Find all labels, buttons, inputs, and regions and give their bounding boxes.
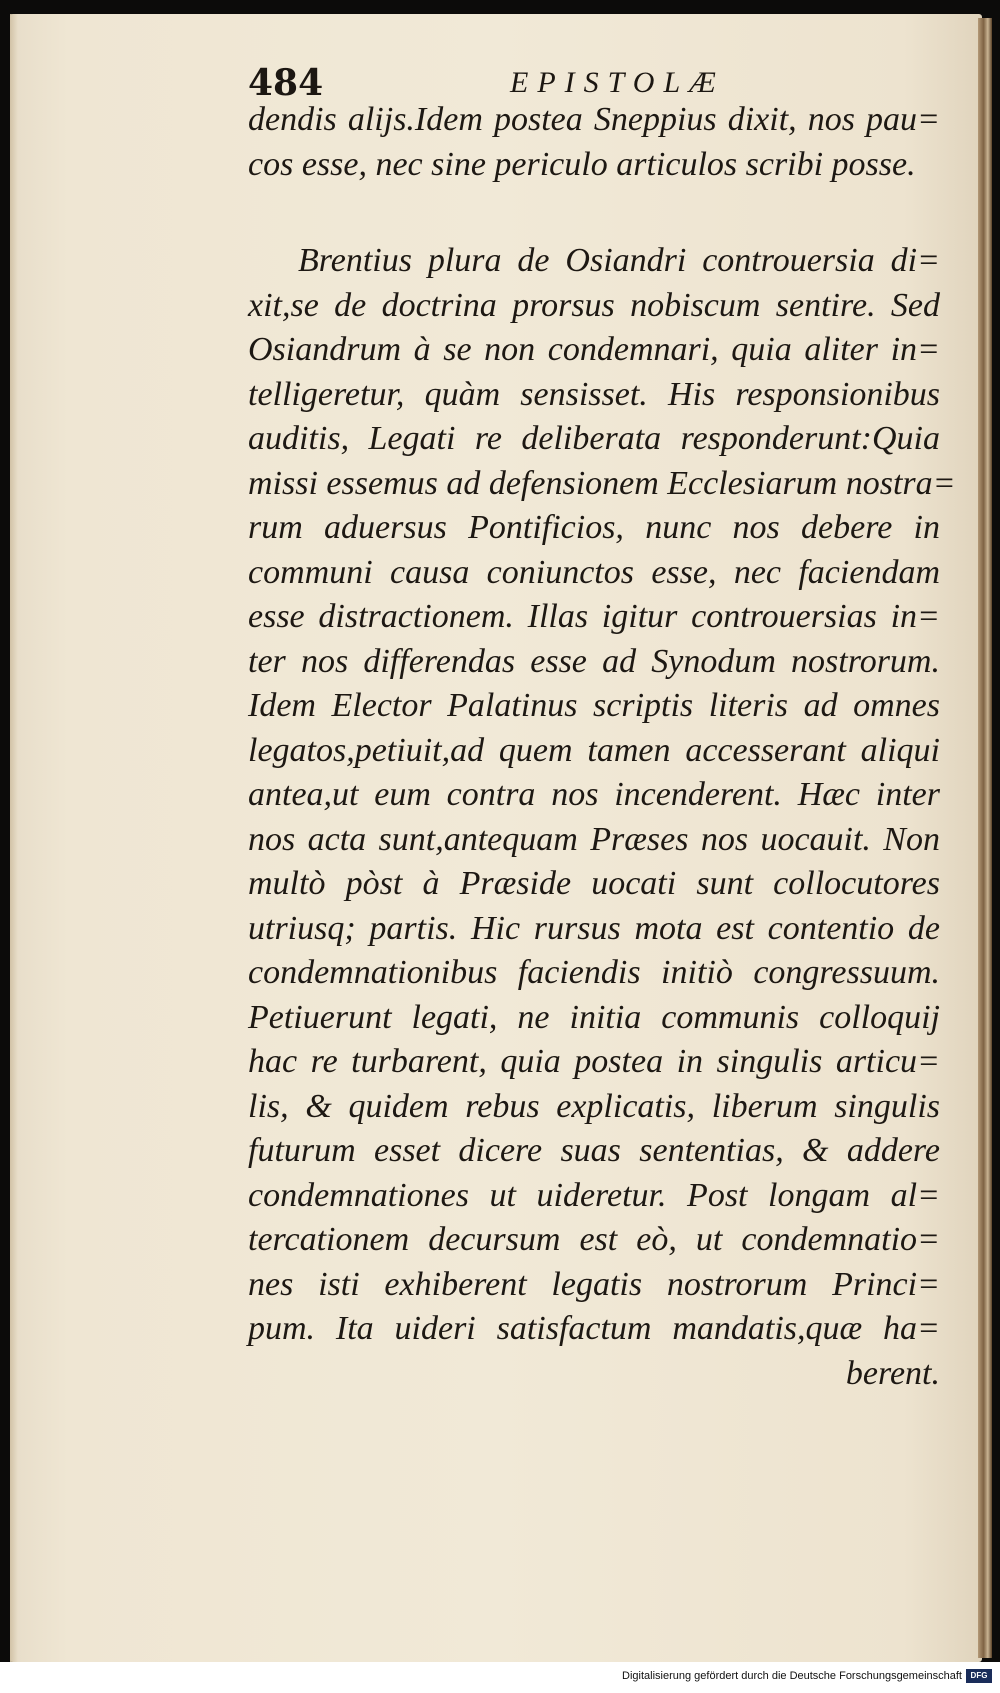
body-text (248, 98, 956, 1396)
text-line: ter nos differendas esse ad Synodum nostrorum. (248, 642, 940, 680)
text-line: condemnationes ut uideretur. Post longam al= (248, 1176, 940, 1214)
text-line: nes isti exhiberent legatis nostrorum Princi= (248, 1265, 940, 1303)
page-fore-edge (978, 18, 992, 1658)
text-line: utriusq; partis. Hic rursus mota est contentio de (248, 909, 940, 947)
text-line: Brentius plura de Osiandri controuersia di= (298, 242, 940, 279)
text-line: esse distractionem. Illas igitur controuersias in= (248, 598, 940, 635)
text-line: hac re turbarent, quia postea in singulis articu= (248, 1043, 940, 1080)
text-line: nos acta sunt,antequam Præses nos uocauit. Non (248, 820, 940, 858)
catchword: berent. (845, 1354, 940, 1392)
text-line: legatos,petiuit,ad quem tamen accesserant aliqui (248, 731, 940, 769)
text-line: antea,ut eum contra nos incenderent. Hæc inter (248, 776, 940, 813)
running-title: EPISTOLÆ (510, 66, 725, 99)
text-line: Osiandrum à se non condemnari, quia aliter in= (248, 331, 940, 368)
text-line: tercationem decursum est eò, ut condemnatio= (248, 1221, 940, 1258)
text-line: condemnationibus faciendis initiò congressuum. (248, 954, 940, 991)
text-line: xit,se de doctrina prorsus nobiscum sentire. Sed (248, 286, 940, 324)
paragraph (248, 239, 956, 1396)
footer-bar (0, 1662, 1000, 1693)
funding-credit: Digitalisierung gefördert durch die Deutsche Forschungsgemeinschaft (622, 1670, 962, 1682)
text-line: telligeretur, quàm sensisset. His responsionibus (248, 375, 940, 413)
text-line: futurum esset dicere suas sententias, & addere (248, 1132, 940, 1169)
text-line: pum. Ita uideri satisfactum mandatis,quæ ha= (248, 1310, 940, 1347)
page-number: 484 (248, 62, 324, 104)
dfg-logo: DFG (966, 1669, 992, 1683)
text-line: communi causa coniunctos esse, nec faciendam (248, 553, 940, 591)
text-line: rum aduersus Pontificios, nunc nos debere in (248, 509, 940, 546)
text-line: Idem Elector Palatinus scriptis literis ad omnes (248, 687, 940, 724)
text-line: Petiuerunt legati, ne initia communis colloquij (248, 998, 940, 1036)
text-line: missi essemus ad defensionem Ecclesiarum nostra= (248, 464, 956, 502)
text-line: cos esse, nec sine periculo articulos scribi posse. (248, 145, 916, 183)
text-line: dendis alijs.Idem postea Sneppius dixit, nos pau= (248, 101, 940, 138)
text-line: auditis, Legati re deliberata responderunt:Quia (248, 420, 940, 457)
continuation-text (248, 98, 940, 187)
text-line: lis, & quidem rebus explicatis, liberum singulis (248, 1087, 940, 1125)
text-line: multò pòst à Præside uocati sunt collocutores (248, 865, 940, 902)
